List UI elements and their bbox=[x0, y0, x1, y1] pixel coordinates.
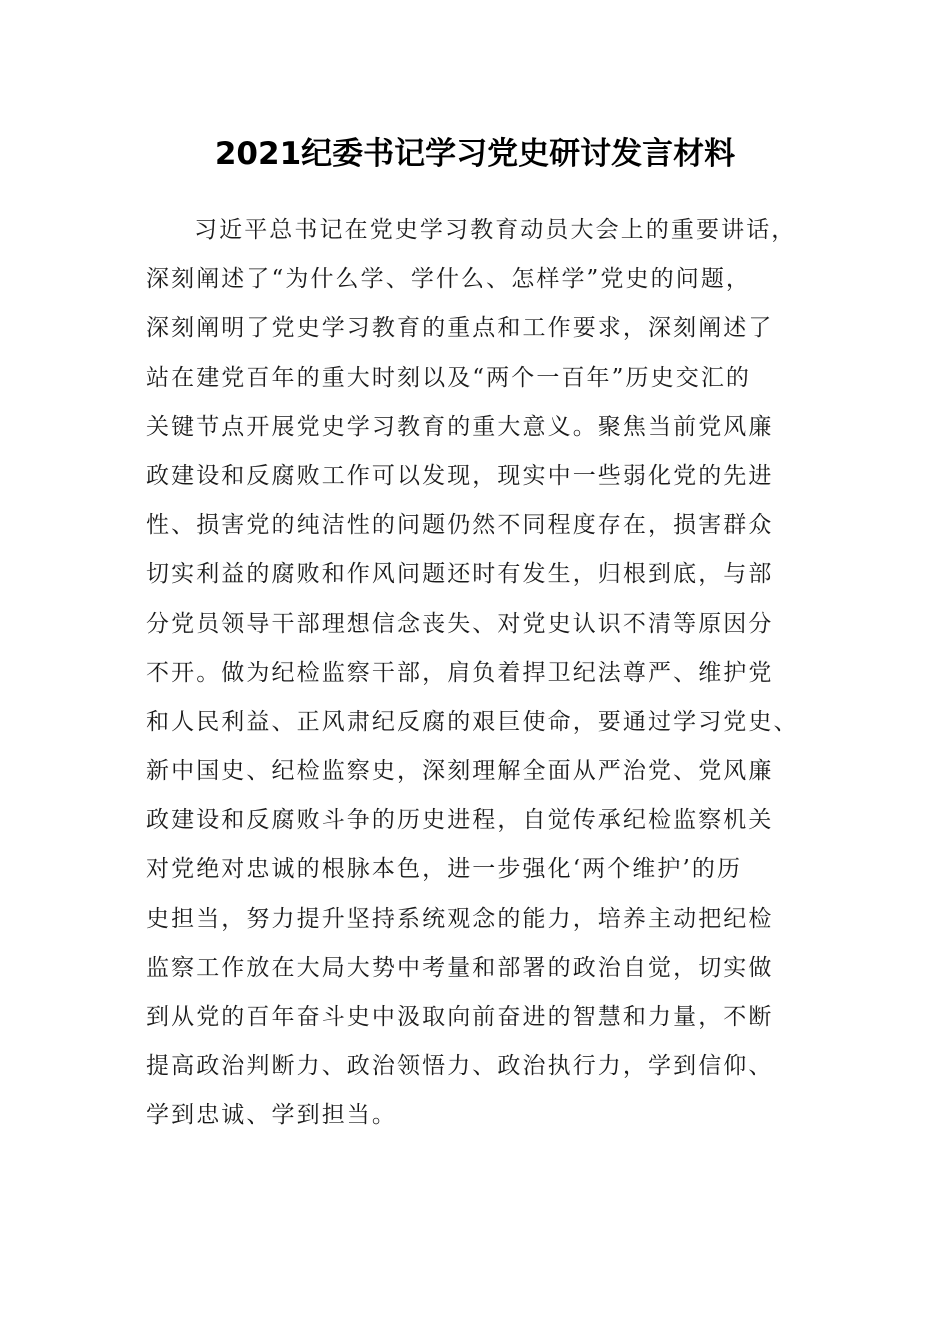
document-body bbox=[146, 206, 836, 1141]
body-line: 到从党的百年奋斗史中汲取向前奋进的智慧和力量，不断 bbox=[146, 1004, 774, 1030]
body-line: 政建设和反腐败斗争的历史进程，自觉传承纪检监察机关 bbox=[146, 807, 774, 834]
body-line: 对党绝对忠诚的根脉本色，进一步强化‘两个维护’的历 bbox=[146, 856, 743, 883]
body-line: 新中国史、纪检监察史，深刻理解全面从严治党、党风廉 bbox=[146, 758, 774, 785]
body-line: 深刻阐明了党史学习教育的重点和工作要求，深刻阐述了 bbox=[146, 315, 774, 342]
body-line: 和人民利益、正风肃纪反腐的艰巨使命，要通过学习党史、 bbox=[146, 708, 799, 735]
body-line: 监察工作放在大局大势中考量和部署的政治自觉，切实做 bbox=[146, 954, 774, 981]
body-line: 习近平总书记在党史学习教育动员大会上的重要讲话， bbox=[194, 217, 797, 243]
body-line: 分党员领导干部理想信念丧失、对党史认识不清等原因分 bbox=[146, 610, 774, 637]
document-title: 2021纪委书记学习党史研讨发言材料 bbox=[214, 136, 736, 172]
body-line: 关键节点开展党史学习教育的重大意义。聚焦当前党风廉 bbox=[146, 413, 774, 440]
body-line: 深刻阐述了“为什么学、学什么、怎样学”党史的问题， bbox=[146, 266, 752, 293]
body-line: 性、损害党的纯洁性的问题仍然不同程度存在，损害群众 bbox=[146, 512, 774, 539]
body-line: 站在建党百年的重大时刻以及“两个一百年”历史交汇的 bbox=[146, 364, 752, 391]
body-line: 政建设和反腐败工作可以发现，现实中一些弱化党的先进 bbox=[146, 462, 774, 489]
body-line: 切实利益的腐败和作风问题还时有发生，归根到底，与部 bbox=[146, 561, 774, 588]
body-line: 史担当，努力提升坚持系统观念的能力，培养主动把纪检 bbox=[146, 905, 774, 932]
body-line: 不开。做为纪检监察干部，肩负着捍卫纪法尊严、维护党 bbox=[146, 659, 774, 686]
body-line: 学到忠诚、学到担当。 bbox=[146, 1102, 397, 1129]
body-line: 提高政治判断力、政治领悟力、政治执行力，学到信仰、 bbox=[146, 1053, 774, 1080]
